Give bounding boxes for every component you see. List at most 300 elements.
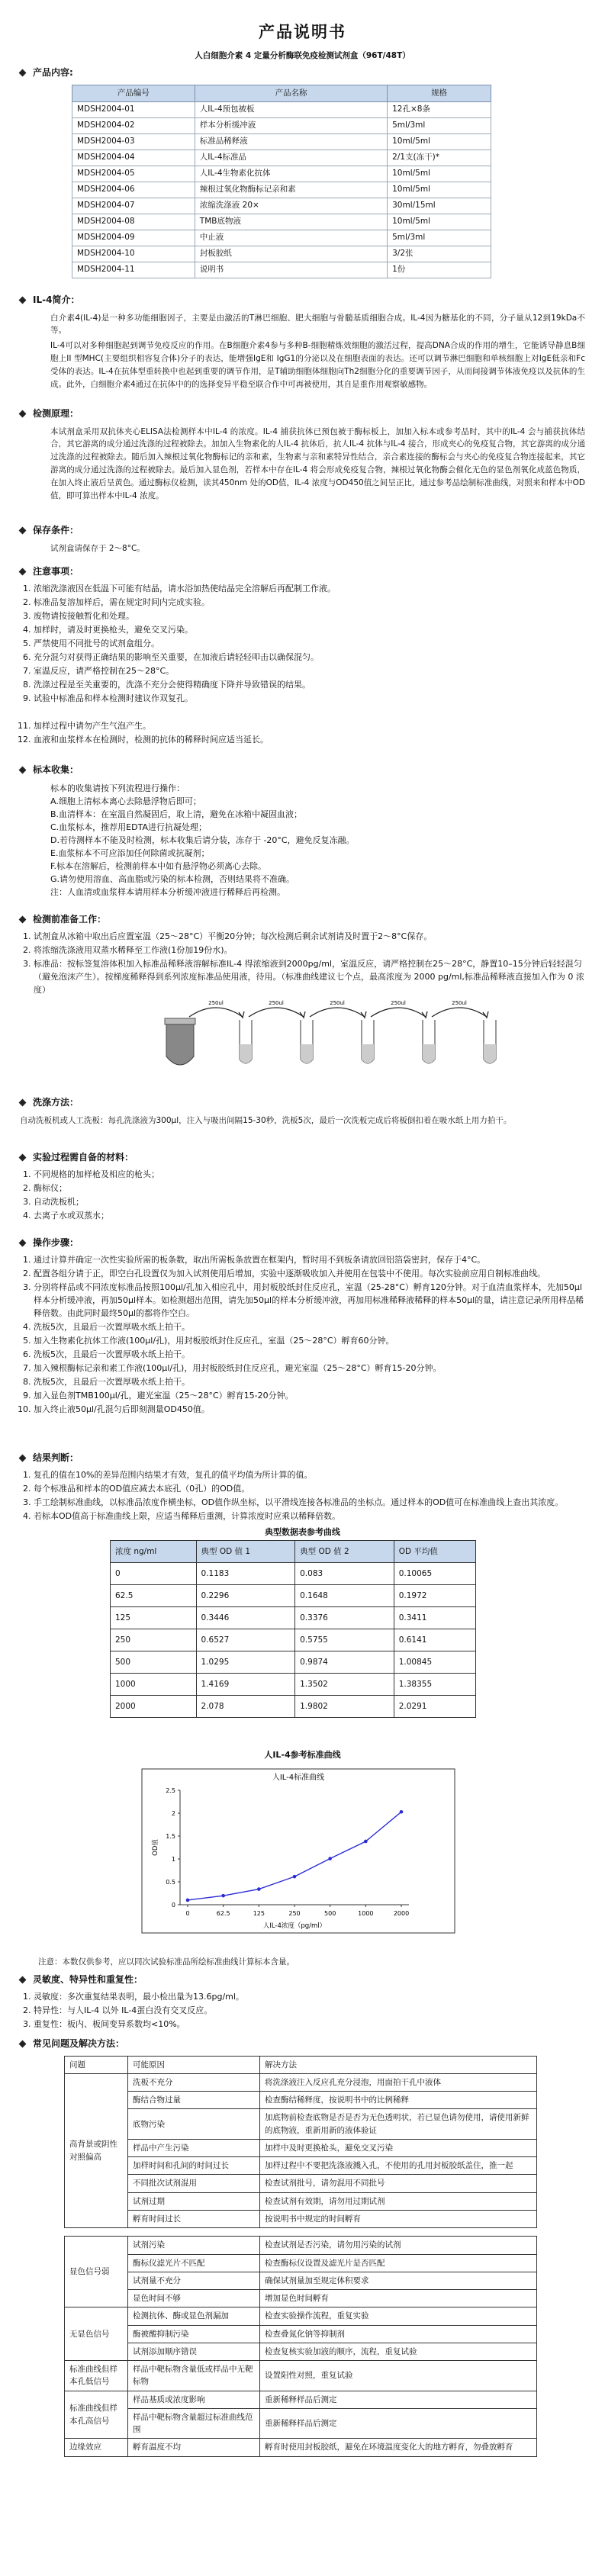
table-row [65, 2307, 537, 2325]
table-row [72, 150, 491, 166]
table-row [111, 1606, 476, 1629]
data-point [328, 1857, 332, 1860]
table-row [72, 214, 491, 230]
table-cell: MDSH2004-10 [72, 246, 195, 262]
product-table [72, 85, 491, 278]
list-item: 10. 加入终止液50μl/孔混匀后即刻测量OD450值。 [34, 1403, 585, 1416]
storage-text: 试剂盒请保存于 2～8°C。 [50, 543, 145, 553]
table-cell: 说明书 [195, 262, 387, 278]
faq-cause: 酶结合物过量 [128, 2092, 260, 2109]
tube-body [166, 1024, 194, 1065]
table-row [65, 2109, 537, 2140]
table-row [65, 2325, 537, 2343]
faq-solution: 按说明书中规定的时间孵育 [260, 2210, 537, 2227]
table-row [111, 1673, 476, 1695]
data-point [364, 1840, 368, 1844]
table-cell: 125 [111, 1606, 197, 1629]
faq-solution: 将洗涤液注入反应孔充分浸泡，用面拍干孔中液体 [260, 2073, 537, 2091]
table-cell: 1.00845 [394, 1651, 475, 1673]
table-cell: 10ml/5ml [388, 214, 491, 230]
y-tick-label: 2 [171, 1810, 175, 1818]
table-row [65, 2254, 537, 2272]
faq-solution: 增加显色时间孵育 [260, 2290, 537, 2307]
faq-cause: 样品中靶标物含量超过标准曲线范围 [128, 2408, 260, 2439]
table-cell: 人IL-4预包被板 [195, 101, 387, 117]
ref-table [110, 1540, 476, 1718]
table-cell: MDSH2004-05 [72, 166, 195, 182]
faq-cause: 加样时间和孔间的时间过长 [128, 2157, 260, 2175]
transfer-volume-label: 250ul [330, 999, 345, 1006]
faq-column-header: 问题 [65, 2056, 128, 2073]
table-cell: 0 [111, 1562, 197, 1584]
data-point [400, 1810, 404, 1814]
table-row [111, 1629, 476, 1651]
list-item: 2. 配置各组分请于正，即空白孔设置仅为加入试剂使用后增加，实验中逐渐吸收加入并使用在包装中不使用。每次实验前应用自制标准曲线。 [34, 1267, 585, 1280]
ref-table-title: 典型数据表参考曲线 [265, 1526, 340, 1537]
faq-problem: 边缘效应 [65, 2439, 128, 2456]
table-row [72, 117, 491, 133]
steps-list [20, 1253, 585, 1417]
faq-solution: 确保试剂量加至规定体积要求 [260, 2272, 537, 2289]
list-item: 2. 标准品复溶加样后，需在规定时间内完成实验。 [34, 596, 585, 609]
list-item [34, 706, 585, 719]
table-cell: 1.38355 [394, 1673, 475, 1695]
table-cell: MDSH2004-04 [72, 150, 195, 166]
table-cell: 样本分析缓冲液 [195, 117, 387, 133]
table-cell: 1份 [388, 262, 491, 278]
list-item: E.血浆标本不可应添加任何除菌或抗凝剂； [50, 847, 210, 858]
table-cell: 0.1183 [196, 1562, 295, 1584]
faq-cause: 试剂污染 [128, 2237, 260, 2254]
table-cell: MDSH2004-06 [72, 182, 195, 198]
table-cell: 5ml/3ml [388, 230, 491, 246]
table-row [72, 101, 491, 117]
table-cell: 封板胶纸 [195, 246, 387, 262]
wash-text: 自动洗板机或人工洗板：每孔洗涤液为300μl，注入与吸出间隔15-30秒，洗板5次，最后一次洗板完成后将板倒扣着在吸水纸上用力拍干。 [20, 1115, 512, 1125]
list-item: 3. 废物请按接触暂化和处理。 [34, 609, 585, 622]
table-row [72, 166, 491, 182]
section-heading: 检测原理： [33, 408, 79, 419]
table-cell: 1.0295 [196, 1651, 295, 1673]
table-cell: 0.3411 [394, 1606, 475, 1629]
y-tick-label: 1 [171, 1856, 175, 1864]
product-column-header: 产品编号 [72, 85, 195, 101]
faq-solution: 检查酶结稀释度，按说明书中的比例稀释 [260, 2092, 537, 2109]
list-item: 2. 将浓缩洗涤液用双蒸水稀释至工作液(1份加19份水)。 [34, 944, 585, 957]
table-cell: TMB底物液 [195, 214, 387, 230]
section-heading: 保存条件： [33, 525, 79, 535]
table-row [65, 2272, 537, 2289]
section-heading: 注意事项： [33, 566, 79, 577]
table-cell: 2000 [111, 1695, 197, 1717]
list-item: 注：人血清或血浆样本请用样本分析缓冲液进行稀释后再检测。 [50, 886, 285, 897]
y-tick-label: 0 [171, 1902, 175, 1909]
x-tick-label: 2000 [393, 1910, 410, 1918]
section-result [20, 1451, 585, 1718]
list-item: 1. 复孔的值在10%的差异范围内结果才有效，复孔的值平均值为所计算的值。 [34, 1468, 585, 1481]
faq-solution: 加底物前检查底物是否是否为无色透明状，若已显色请勿使用，请使用新鲜的底物液，重新用新的液体验证 [260, 2109, 537, 2140]
list-item: 3. 重复性：板内、板间变异系数均<10%。 [34, 2018, 585, 2031]
tube-liquid [423, 1044, 435, 1063]
faq-cause: 洗板不充分 [128, 2073, 260, 2091]
list-item: 4. 洗板5次，且最后一次置厚吸水纸上拍干。 [34, 1320, 585, 1333]
list-item: 9. 加入显色剂TMB100μl/孔，避光室温（25～28°C）孵育15-20分钟。 [34, 1389, 585, 1402]
table-header-row [65, 2056, 537, 2073]
table-row [65, 2408, 537, 2439]
section-heading: 实验过程需自备的材料： [33, 1152, 134, 1163]
section-heading: 操作步骤： [33, 1237, 79, 1248]
tube-liquid [301, 1044, 313, 1063]
transfer-arrow [371, 1008, 426, 1017]
table-cell: 2/1支(冻干)* [388, 150, 491, 166]
bullet-icon [19, 69, 27, 76]
section-heading: 检测前准备工作： [33, 914, 107, 925]
list-item: 8. 洗板5次，且最后一次置厚吸水纸上拍干。 [34, 1375, 585, 1388]
faq-solution: 检查试剂是否污染，请勿用污染的试剂 [260, 2237, 537, 2254]
table-cell: 0.5755 [295, 1629, 394, 1651]
bullet-icon [19, 2040, 27, 2047]
equip-list [20, 1168, 585, 1222]
table-cell: 0.10065 [394, 1562, 475, 1584]
table-cell: MDSH2004-03 [72, 133, 195, 150]
bullet-icon [19, 568, 27, 575]
bullet-icon [19, 1239, 27, 1246]
list-item: B.血清样本：在室温自然凝固后，取上清，避免在冰箱中凝固血液； [50, 809, 303, 819]
x-tick-label: 125 [253, 1910, 265, 1918]
table-cell: MDSH2004-01 [72, 101, 195, 117]
section-wash [20, 1095, 585, 1127]
list-item: 3. 自动洗板机； [34, 1195, 585, 1208]
faq-cause: 样品中靶标物含量低或样品中无靶标物 [128, 2361, 260, 2391]
faq-problem: 无显色信号 [65, 2307, 128, 2361]
list-item: 7. 加入辣根酶标记亲和素工作液(100μl/孔)，用封板胶纸封住反应孔，避光室温（25～28°C）孵育15-20分钟。 [34, 1362, 585, 1375]
table-row [111, 1651, 476, 1673]
product-column-header: 产品名称 [195, 85, 387, 101]
list-item: 2. 酶标仪； [34, 1182, 585, 1195]
faq-solution: 加样中及时更换枪头，避免交叉污染 [260, 2139, 537, 2156]
list-item: 4. 去离子水或双蒸水； [34, 1209, 585, 1222]
chart-title: 人IL-4参考标准曲线 [264, 1750, 341, 1760]
table-cell: MDSH2004-11 [72, 262, 195, 278]
section-heading: 标本收集： [33, 764, 79, 775]
perf-list [20, 1990, 585, 2031]
table-row [111, 1584, 476, 1606]
table-row [65, 2439, 537, 2456]
x-tick-label: 250 [288, 1910, 301, 1918]
table-cell: 0.3446 [196, 1606, 295, 1629]
chart-inner-title: 人IL-4标准曲线 [272, 1774, 325, 1783]
tube-liquid [362, 1044, 374, 1063]
bullet-icon [19, 1098, 27, 1106]
list-item: 8. 洗涤过程是至关重要的，洗涤不充分会使得精确度下降并导致错误的结果。 [34, 678, 585, 691]
section-heading: 洗涤方法： [33, 1097, 79, 1108]
bullet-icon [19, 296, 27, 304]
table-cell: MDSH2004-08 [72, 214, 195, 230]
faq-solution: 检查试剂批号，请勿混用不同批号 [260, 2175, 537, 2192]
table-cell: 中止液 [195, 230, 387, 246]
data-point [186, 1899, 190, 1902]
product-column-header: 规格 [388, 85, 491, 101]
list-item: F.标本在溶解后，检测前样本中如有悬浮物必须离心去除。 [50, 860, 267, 871]
table-cell: 人IL-4标准品 [195, 150, 387, 166]
faq-cause: 酶被酸抑制污染 [128, 2325, 260, 2343]
table-cell: MDSH2004-07 [72, 198, 195, 214]
data-point [257, 1887, 261, 1891]
list-item: 5. 严禁使用不同批号的试剂盒组分。 [34, 637, 585, 650]
ref-column-header: 浓度 ng/ml [111, 1540, 197, 1562]
faq-table-2 [64, 2236, 537, 2456]
section-equip [20, 1150, 585, 1223]
list-item: C.血浆标本，推荐用EDTA进行抗凝处理； [50, 822, 207, 832]
bullet-icon [19, 410, 27, 417]
table-cell: 0.1972 [394, 1584, 475, 1606]
y-tick-label: 1.5 [166, 1833, 175, 1841]
list-item: 3. 标准品：按标签复溶体积加入标准品稀释液溶解标准IL-4 得浓缩液到2000pg/ml，室温反应，请严格控制在25～28°C，静置10–15分钟后轻轻混匀（避免泡沫产生）。按梯度稀释得到系列浓度标准品使用液，待用。（标准曲线建议七个点，最高浓度为 2000 pg/ml,标准品稀释液直接加入作为 0 浓度） [34, 957, 585, 996]
table-cell: 2.078 [196, 1695, 295, 1717]
x-tick-label: 1000 [358, 1910, 374, 1918]
table-row [111, 1562, 476, 1584]
table-row [65, 2192, 537, 2210]
list-item: 6. 充分混匀对获得正确结果的影响至关重要，在加液后请轻轻叩击以确保混匀。 [34, 651, 585, 664]
ref-column-header: 典型 OD 值 2 [295, 1540, 394, 1562]
faq-problem: 标准曲线但样本孔低信号 [65, 2361, 128, 2391]
table-cell: 250 [111, 1629, 197, 1651]
faq-solution: 重新稀释样品后测定 [260, 2391, 537, 2408]
list-item: 6. 洗板5次，且最后一次置厚吸水纸上拍干。 [34, 1348, 585, 1361]
section-heading: 产品内容: [33, 67, 73, 78]
section-product [20, 66, 585, 278]
page-subtitle: 人白细胞介素 4 定量分析酶联免疫检测试剂盒（96T/48T） [195, 50, 410, 60]
ref-column-header: OD 平均值 [394, 1540, 475, 1562]
table-cell: 0.2296 [196, 1584, 295, 1606]
x-axis-label: 人IL-4浓度（pg/ml） [262, 1922, 327, 1931]
faq-cause: 样品基质或浓度影响 [128, 2391, 260, 2408]
table-row [65, 2210, 537, 2227]
bullet-icon [19, 1976, 27, 1983]
result-note: 注意：本数仅供参考，应以同次试验标准品所绘标准曲线计算标本含量。 [38, 1957, 294, 1967]
list-item: 1. 试剂盒从冰箱中取出后应置室温（25～28°C）平衡20分钟；每次检测后剩余试剂请及时置于2～8°C保存。 [34, 930, 585, 943]
table-cell: 1000 [111, 1673, 197, 1695]
table-cell: 0.1648 [295, 1584, 394, 1606]
bullet-icon [19, 766, 27, 773]
table-cell: 标准品稀释液 [195, 133, 387, 150]
table-row [111, 1695, 476, 1717]
faq-solution: 孵育时使用封板胶纸，避免在环境温度变化大的地方孵育，勿叠放孵育 [260, 2439, 537, 2456]
list-item: D.若待测样本不能及时检测，标本收集后请分装，冻存于 -20°C，避免反复冻融。 [50, 835, 355, 845]
list-item: 2. 每个标准品和样本的OD值应减去本底孔（0孔）的OD值。 [34, 1482, 585, 1495]
chart-block [0, 1748, 605, 1968]
faq-problem: 标准曲线但样本孔高信号 [65, 2391, 128, 2439]
data-point [221, 1894, 225, 1898]
sample-list [50, 795, 585, 899]
list-item: 2. 特异性：与人IL-4 以外 IL-4蛋白没有交叉反应。 [34, 2004, 585, 2017]
faq-cause: 检测抗体、酶或显色剂漏加 [128, 2307, 260, 2325]
tube-liquid [484, 1044, 496, 1063]
faq-problem: 显色信号弱 [65, 2237, 128, 2307]
transfer-volume-label: 250ul [452, 999, 467, 1006]
table-row [65, 2237, 537, 2254]
table-row [72, 230, 491, 246]
table-row [65, 2343, 537, 2360]
faq-solution: 检查复核实验加液的顺序，流程，重复试验 [260, 2343, 537, 2360]
faq-solution: 加样过程中不要把洗涤液溅入孔，不使用的孔用封板胶纸盖住，推一起 [260, 2157, 537, 2175]
table-cell: 10ml/5ml [388, 182, 491, 198]
table-cell: 10ml/5ml [388, 133, 491, 150]
faq-solution: 检查酶标仪设置及滤光片是否匹配 [260, 2254, 537, 2272]
table-cell: 0.9874 [295, 1651, 394, 1673]
faq-cause: 酶标仪滤光片不匹配 [128, 2254, 260, 2272]
section-intro [20, 293, 585, 391]
list-item: 3. 分别将样品或不同浓度标准品按照100μl/孔加入相应孔中，用封板胶纸封住反应孔，室温（25-28°C）孵育120分钟。对于血清血浆样本，先加50μl样本分析缓冲液，再加50μl样本。如检测超出范围，请先加50μl的样本分析缓冲液，再加用标准稀释液稀释的样本50μl的量，请注意记录所用样品稀释倍数。由此同时最终50μl的都将作空白。 [34, 1281, 585, 1320]
y-tick-label: 0.5 [166, 1879, 175, 1886]
list-item: 12. 血液和血浆样本在检测时，检测的抗体的稀释时间应适当延长。 [34, 733, 585, 746]
section-heading: 常见问题及解决方法： [33, 2038, 125, 2049]
list-item: 9. 试验中标准品和样本检测时建议作双复孔。 [34, 692, 585, 705]
table-row [65, 2139, 537, 2156]
faq-cause: 孵育温度不均 [128, 2439, 260, 2456]
dilution-diagram [20, 997, 585, 1077]
table-cell: MDSH2004-09 [72, 230, 195, 246]
list-item: G.请勿使用溶血、高血脂或污染的标本检测，否则结果将不准确。 [50, 873, 295, 884]
section-steps [20, 1236, 585, 1417]
x-tick-label: 500 [324, 1910, 336, 1918]
table-cell: 500 [111, 1651, 197, 1673]
faq-cause: 底物污染 [128, 2109, 260, 2140]
table-cell: 5ml/3ml [388, 117, 491, 133]
section-sample [20, 763, 585, 899]
faq-cause: 样品中产生污染 [128, 2139, 260, 2156]
section-heading: 灵敏度、特异性和重复性： [33, 1974, 143, 1985]
table-cell: 30ml/15ml [388, 198, 491, 214]
sample-lead: 标本的收集请按下列流程进行操作： [50, 783, 185, 793]
transfer-arrow [310, 1008, 365, 1017]
section-principle [20, 407, 585, 502]
dilution-tubes-svg [20, 997, 585, 1081]
faq-solution: 检查试剂有效期，请勿用过期试剂 [260, 2192, 537, 2210]
faq-cause: 试剂添加顺序错误 [128, 2343, 260, 2360]
table-row [65, 2157, 537, 2175]
faq-solution: 设置阳性对照，重复试验 [260, 2361, 537, 2391]
table-row [65, 2175, 537, 2192]
list-item: 4. 若标本OD值高于标准曲线上限，应适当稀释后重测，计算浓度时应乘以稀释倍数。 [34, 1510, 585, 1523]
bullet-icon [19, 915, 27, 923]
faq-solution: 检查叠氮化钠等抑制剂 [260, 2325, 537, 2343]
list-item: 5. 加入生物素化抗体工作液(100μl/孔)，用封板胶纸封住反应孔，室温（25～28°C）孵育60分钟。 [34, 1334, 585, 1347]
intro-paragraph: 白介素4(IL-4)是一种多功能细胞因子，主要是由激活的T淋巴细胞、肥大细胞与骨髓基质细胞合成。IL-4因为糖基化的不同，分子量从12到19kDa不等。 [50, 313, 585, 336]
tube-cap [165, 1018, 195, 1024]
faq-cause: 试剂量不充分 [128, 2272, 260, 2289]
prep-list [20, 930, 585, 996]
table-cell: 10ml/5ml [388, 166, 491, 182]
table-row [65, 2092, 537, 2109]
faq-column-header: 解决方法 [260, 2056, 537, 2073]
y-axis-label: OD值 [152, 1839, 159, 1856]
table-row [72, 262, 491, 278]
table-row [65, 2290, 537, 2307]
section-storage [20, 523, 585, 555]
section-notes [20, 564, 585, 747]
chart-frame [142, 1769, 455, 1933]
section-prep [20, 912, 585, 1077]
table-cell: 人IL-4生物素化抗体 [195, 166, 387, 182]
list-item: 1. 浓缩洗涤液因在低温下可能有结晶，请水浴加热使结晶完全溶解后再配制工作液。 [34, 582, 585, 595]
transfer-arrow [249, 1008, 304, 1017]
list-item: 1. 不同规格的加样枪及相应的枪头； [34, 1168, 585, 1181]
page-title: 产品说明书 [259, 23, 346, 41]
intro-paragraph: IL-4可以对多种细胞起到调节免疫反应的作用。在B细胞介素4参与多种B-细胞精炼效细胞的激活过程，提高DNA合成的作用的增生，它能诱导静息B细胞上II 型MHC(主要组织相容复合体)分子的表达，能增强IgE和 IgG1的分泌以及在细胞表面的表达。还可以调节淋巴细胞和单核细胞上对IgE低亲和Fc受体的表达。IL-4在抗体型重转换中也起到重要的调节作用，是T辅助细胞体细胞向Th2细胞分化的重要调节因子，从而间接调节体液免疫以及抗体的生成。此外，白细胞介素4通过在抗体中的的选择变异平稳至联合作中可再被使用，其自是重作用观察敏感物。 [50, 341, 585, 389]
notes-list [20, 582, 585, 747]
table-row [65, 2073, 537, 2091]
tube-liquid [240, 1044, 252, 1063]
list-item: A.细胞上清标本离心去除悬浮物后即可； [50, 796, 201, 806]
section-perf [20, 1973, 585, 2031]
x-tick-label: 62.5 [216, 1910, 230, 1918]
table-row [65, 2391, 537, 2408]
ref-column-header: 典型 OD 值 1 [196, 1540, 295, 1562]
table-cell: MDSH2004-02 [72, 117, 195, 133]
transfer-arrow [432, 1008, 487, 1017]
table-cell: 1.4169 [196, 1673, 295, 1695]
list-item: 1. 通过计算并确定一次性实验所需的板条数，取出所需板条放置在框架内，暂时用不到板条请放回铝箔袋密封，保存于4°C。 [34, 1253, 585, 1266]
table-cell: 0.3376 [295, 1606, 394, 1629]
y-tick-label: 2.5 [166, 1787, 175, 1795]
result-list [20, 1468, 585, 1523]
faq-cause: 试剂过期 [128, 2192, 260, 2210]
table-cell: 1.3502 [295, 1673, 394, 1695]
bullet-icon [19, 526, 27, 534]
faq-table-1 [64, 2056, 537, 2229]
table-cell: 浓缩洗涤液 20× [195, 198, 387, 214]
faq-cause: 孵育时间过长 [128, 2210, 260, 2227]
table-cell: 2.0291 [394, 1695, 475, 1717]
faq-column-header: 可能原因 [128, 2056, 260, 2073]
table-row [72, 182, 491, 198]
faq-solution: 重新稀释样品后测定 [260, 2408, 537, 2439]
transfer-volume-label: 250ul [391, 999, 406, 1006]
faq-cause: 不同批次试剂混用 [128, 2175, 260, 2192]
table-row [72, 246, 491, 262]
x-tick-label: 0 [185, 1910, 190, 1918]
section-heading: 结果判断： [33, 1452, 79, 1463]
section-heading: IL-4简介： [33, 294, 80, 305]
list-item: 4. 加样时，请及时更换枪头，避免交叉污染。 [34, 623, 585, 636]
table-cell: 0.6141 [394, 1629, 475, 1651]
transfer-volume-label: 250ul [269, 999, 284, 1006]
faq-cause: 显色时间不够 [128, 2290, 260, 2307]
section-faq [20, 2037, 585, 2457]
bullet-icon [19, 1454, 27, 1462]
table-row [72, 133, 491, 150]
table-cell: 3/2张 [388, 246, 491, 262]
table-row [72, 198, 491, 214]
faq-problem: 高背景或阴性对照偏高 [65, 2073, 128, 2227]
list-item: 3. 手工绘制标准曲线，以标准品浓度作横坐标，OD值作纵坐标，以平滑线连接各标准品的坐标点。通过样本的OD值可在标准曲线上查出其浓度。 [34, 1496, 585, 1509]
list-item: 11. 加样过程中请勿产生气泡产生。 [34, 719, 585, 732]
standard-curve-chart [0, 1761, 605, 1952]
list-item: 1. 灵敏度：多次重复结果表明，最小检出量为13.6pg/ml。 [34, 1990, 585, 2003]
bullet-icon [19, 1153, 27, 1161]
transfer-arrow [189, 1008, 243, 1017]
table-row [65, 2361, 537, 2391]
table-cell: 0.6527 [196, 1629, 295, 1651]
table-cell: 0.083 [295, 1562, 394, 1584]
table-cell: 1.9802 [295, 1695, 394, 1717]
table-cell: 辣根过氧化物酶标记亲和素 [195, 182, 387, 198]
list-item: 7. 室温反应，请严格控制在25～28°C。 [34, 664, 585, 677]
principle-paragraph: 本试剂盒采用双抗体夹心ELISA法检测样本中IL-4 的浓度。IL-4 捕获抗体已预包被于酶标板上，加加入标本或参考品时，其中的IL-4 会与捕获抗体结合，其它游离的成分通过洗涤的过程被除去。加加入生物素化的人IL-4 抗体后，抗人IL-4 抗体与IL-4 接合，形成夹心的免疫复合物，其它游离的成分通过洗涤的过程被除去。随后加入辣根过氧化物酶标记的亲和素，生物素与亲和素特异性结合，亲合素连接的酶标会与夹心的免疫复合物连接起来，其它游离的成分通过洗涤的过程被除去。最后加入显色剂，若样本中存在IL-4 将会形成免疫复合物，辣根过氧化物酶会催化无色的显色剂氧化成蓝色物质，在加入终止液后呈黄色。通过酶标仪检测，读其450nm 处的OD值，IL-4 浓度与OD450值之间呈正比，通过参考品绘制标准曲线，对照来和样本中OD值，即可算出样本中IL-4 浓度。 [50, 426, 585, 500]
data-point [293, 1875, 297, 1879]
table-cell: 62.5 [111, 1584, 197, 1606]
